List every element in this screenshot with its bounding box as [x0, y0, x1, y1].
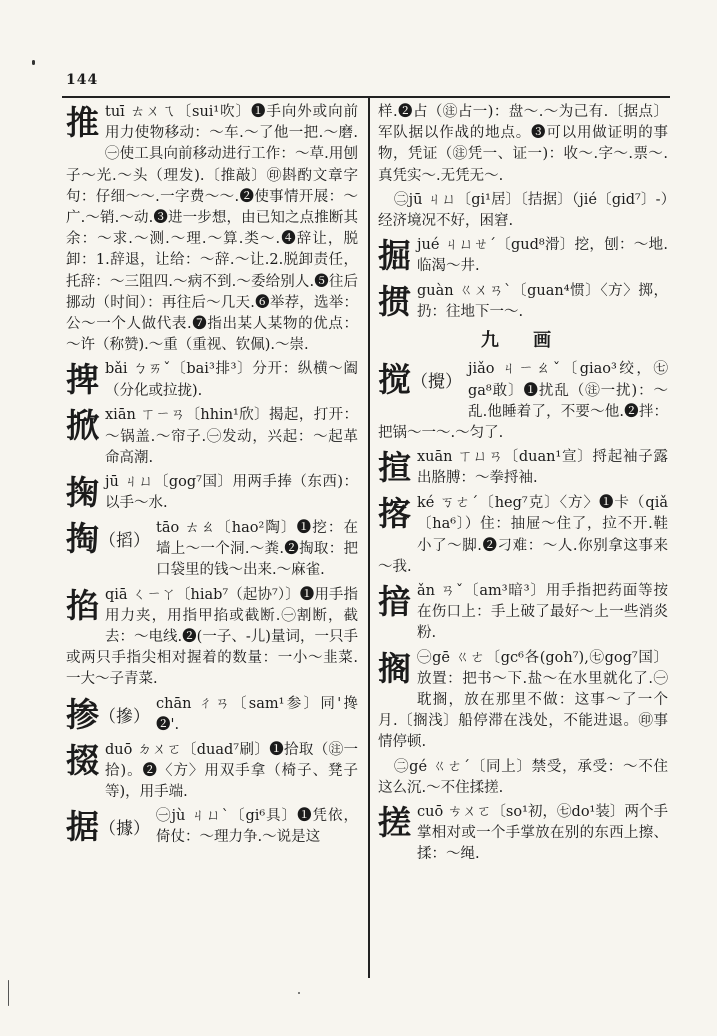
- entry-ju-continued: [378, 102, 668, 187]
- headword: 推: [66, 103, 99, 142]
- definition: jué ㄐㄩㄝˊ〔gud⁸滑〕挖，刨：～地.临渴～井.: [417, 237, 668, 275]
- definition: ㊀jù ㄐㄩˋ〔gi⁶具〕❶凭依，倚仗：～理力争.～说是这: [156, 808, 358, 846]
- definition: bǎi ㄅㄞˇ〔bai³排³〕分开：纵横～阖（分化或拉拢).: [105, 361, 358, 399]
- definition: 样.❷占（㊟占一)：盘～.～为己有.〔据点〕军队据以作战的地点。❸可以用做证明的事物，凭证（㊟凭一、证一)：收～.字～.票～.真凭实～.无凭无～.: [378, 104, 668, 184]
- headword: 揞: [378, 582, 411, 622]
- definition: tāo ㄊㄠ〔hao²陶〕❶挖：在墙上～一个洞.～粪.❷掏取：把口袋里的钱～出来.～麻雀.: [156, 520, 358, 579]
- entry-ge-sense2: [378, 757, 668, 799]
- headword: 揎: [378, 448, 411, 488]
- entry-tao: [66, 518, 358, 582]
- headword: 掀: [66, 406, 99, 446]
- headword: 掺（摻）: [66, 694, 150, 734]
- definition: xiān ㄒㄧㄢ〔hhin¹欣〕揭起，打开：～锅盖.～帘子.㊀发动，兴起：～起革命高潮.: [105, 407, 358, 466]
- definition: qiā ㄑㄧㄚ〔hiab⁷（起协⁷）〕❶用手指用力夹，用指甲掐或截断.㊀割断，截去：～电线.❷(一子、-儿)量词，一只手或两只手指尖相对握着的数量：一小～韭菜.一大～子青菜.: [66, 586, 358, 688]
- headword: 搁: [378, 648, 411, 688]
- headword: 捭: [66, 360, 99, 400]
- definition: ǎn ㄢˇ〔am³暗³〕用手指把药面等按在伤口上：手上破了最好～上一些消炎粉.: [417, 583, 668, 642]
- headword: 揢: [378, 494, 411, 534]
- entry-jiao: [378, 359, 668, 444]
- definition: ㊁jū ㄐㄩ〔gi¹居〕〔拮据〕（jié〔gid⁷〕-）经济境况不好，困窘.: [378, 191, 668, 230]
- entry-bai: [66, 359, 358, 402]
- definition: jiǎo ㄐㄧㄠˇ〔giao³绞，㊆ga⁸敢〕❶扰乱（㊟一扰)：～乱.他睡着了，不要～他.❷拌：把锅～一～.～匀了.: [378, 361, 668, 442]
- page-speck: [298, 992, 300, 994]
- entry-cuo: [378, 802, 668, 866]
- definition: ㊁gé ㄍㄜˊ〔同上〕禁受，承受：～不住这么沉.～不住揉搓.: [378, 758, 668, 796]
- entry-tui: [66, 102, 358, 356]
- headword: 掐: [66, 585, 99, 625]
- entry-ge: [378, 648, 668, 754]
- entry-duo: [66, 740, 358, 804]
- headword: 掼: [378, 282, 411, 322]
- entry-chan: [66, 694, 358, 737]
- definition: jū ㄐㄩ〔gog⁷国〕用两手捧（东西)：以手～水.: [105, 474, 358, 512]
- column-divider: [368, 98, 370, 978]
- entry-jue: [378, 235, 668, 278]
- entry-qia: [66, 585, 358, 691]
- definition: duō ㄉㄨㄛ〔duad⁷刷〕❶拾取（㊟一拾)。❷〈方〉用双手拿（椅子、凳子等)，用手端.: [105, 741, 358, 801]
- entry-ju-ju: [66, 806, 358, 849]
- headword: 搓: [378, 803, 411, 843]
- headword: 掬: [66, 473, 99, 513]
- headword: 掏（搯）: [66, 519, 150, 559]
- entry-guan: [378, 281, 668, 324]
- headword: 据（據）: [66, 807, 150, 847]
- page-speck: [8, 980, 9, 1006]
- definition: tuī ㄊㄨㄟ〔sui¹吹〕❶手向外或向前用力使物移动：～车.～了他一把.～磨.㊀使工具向前移动进行工作：～草.用刨子～光.～头（理发).〔推敲〕㊞斟酌文章字句：仔细～～.一字费～～.❷使事情开展：～广.～销.～动.❸进一步想，由已知之点推断其余：～求.～测.～理.～算.类～.❹辞让，脱卸：1.辞退，让给：～辞.～让.2.脱卸责任，托辞：～三阻四.～病不到.～委给别人.❺往后挪动（时间）：再往后～几天.❻举荐，选举：公～一个人做代表.❼指出某人某物的优点：～许（称赞).～重（重视、钦佩).～崇.: [66, 104, 358, 354]
- right-column: [378, 102, 668, 869]
- definition: cuō ㄘㄨㄛ〔so¹初，㊆do¹装〕两个手掌相对或一个手掌放在别的东西上擦、揉：～绳.: [417, 804, 668, 863]
- left-column: [66, 102, 358, 852]
- definition: chān ㄔㄢ〔sam¹参〕同'搀❷'.: [156, 695, 358, 733]
- entry-an: [378, 581, 668, 645]
- entry-ju: [66, 472, 358, 515]
- entry-ke: [378, 493, 668, 578]
- definition: ㊀gē ㄍㄜ〔gc⁶各(goh⁷),㊆gog⁷国〕放置：把书～下.盐～在水里就化了.㊀耽搁，放在那里不做：这事～了一个月.〔搁浅〕船停滞在浅处，不能进退。㊞事情停顿.: [378, 649, 668, 751]
- definition: xuān ㄒㄩㄢ〔duan¹宣〕捋起袖子露出胳膊：～拳捋袖.: [417, 449, 668, 487]
- definition: ké ㄎㄜˊ〔heg⁷克〕〈方〉❶卡（qiǎ〔ha⁶〕）住：抽屉～住了，拉不开.鞋小了～脚.❷刁难：～人.你别拿这事来～我.: [378, 495, 668, 575]
- entry-xian: [66, 405, 358, 469]
- definition: guàn ㄍㄨㄢˋ〔guan⁴惯〕〈方〉掷，扔：往地下一～.: [417, 283, 668, 321]
- header-rule: [62, 96, 670, 98]
- entry-ju-sense2: [378, 190, 668, 232]
- section-heading: 九 画: [480, 330, 566, 352]
- entry-xuan: [378, 447, 668, 490]
- page-number: 144: [66, 72, 99, 88]
- headword: 掇: [66, 740, 99, 780]
- headword: 掘: [378, 236, 411, 276]
- headword: 搅（攪）: [378, 360, 462, 400]
- page-speck: [32, 60, 35, 65]
